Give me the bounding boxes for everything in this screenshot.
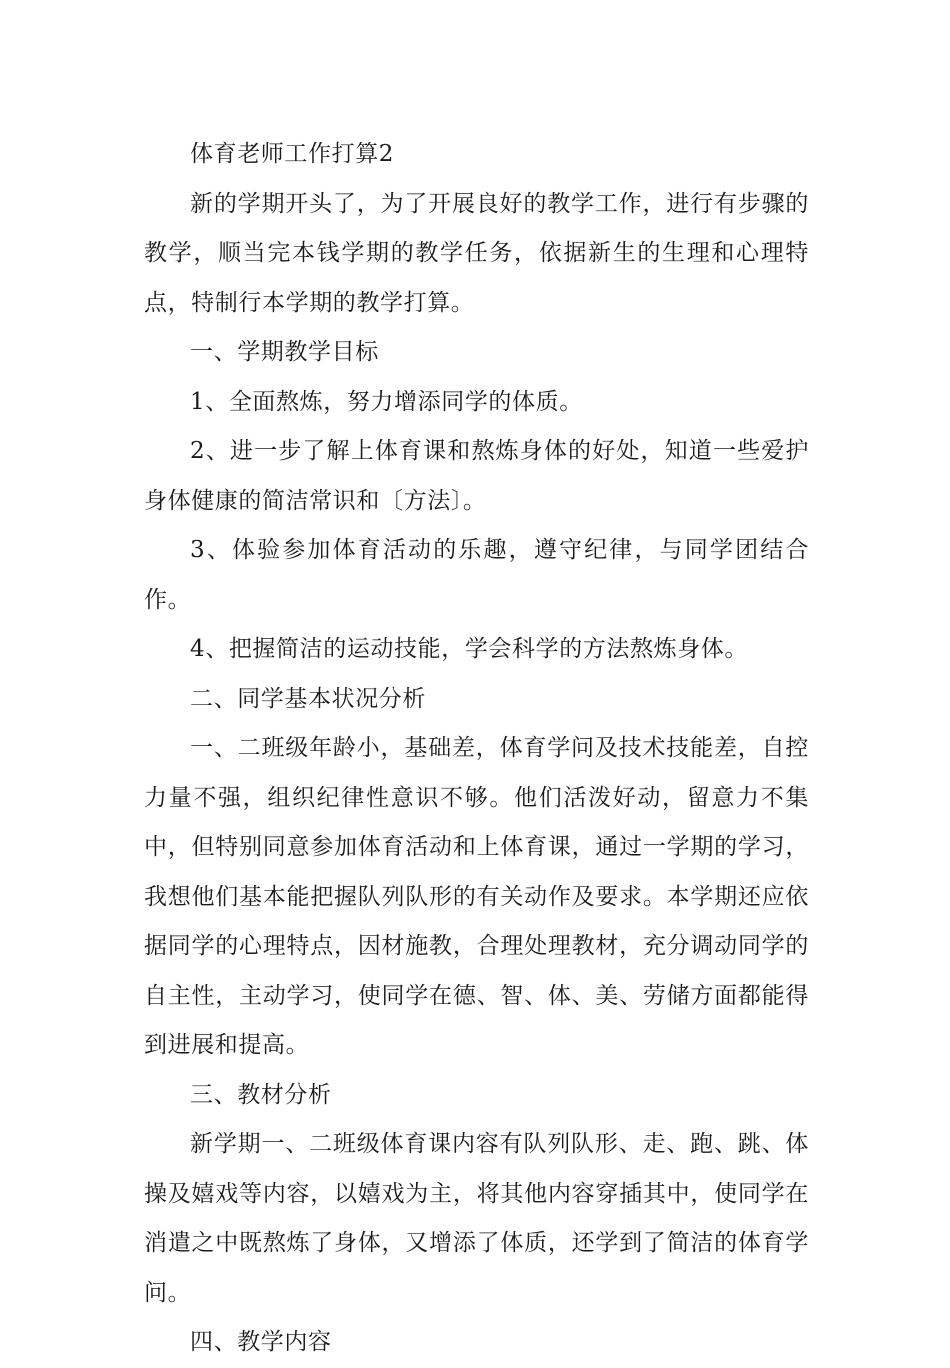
heading-student-analysis: 二、同学基本状况分析 xyxy=(190,685,426,712)
heading-teaching-content: 四、教学内容 xyxy=(190,1329,332,1355)
heading-material-analysis: 三、教材分析 xyxy=(190,1081,332,1108)
goal-item-2: 2、进一步了解上体育课和熬炼身体的好处，知道一些爱护身体健康的简洁常识和〔方法〕。 xyxy=(144,438,809,514)
paragraph-material-analysis: 新学期一、二班级体育课内容有队列队形、走、跑、跳、体操及嬉戏等内容，以嬉戏为主，将其他内容穿插其中，使同学在消遣之中既熬炼了身体，又增添了体质，还学到了简洁的体育学问。 xyxy=(144,1131,809,1306)
heading-teaching-goals: 一、学期教学目标 xyxy=(190,339,379,365)
document-body xyxy=(144,130,809,1368)
paragraph-intro: 新的学期开头了，为了开展良好的教学工作，进行有步骤的教学，顺当完本钱学期的教学任务，依据新生的生理和心理特点，特制行本学期的教学打算。 xyxy=(144,190,809,316)
goal-item-4: 4、把握简洁的运动技能，学会科学的方法熬炼身体。 xyxy=(190,636,749,662)
goal-item-3: 3、体验参加体育活动的乐趣，遵守纪律，与同学团结合作。 xyxy=(144,537,809,613)
goal-item-1: 1、全面熬炼，努力增添同学的体质。 xyxy=(190,388,583,415)
paragraph-student-analysis: 一、二班级年龄小，基础差，体育学问及技术技能差，自控力量不强，组织纪律性意识不够。他们活泼好动，留意力不集中，但特别同意参加体育活动和上体育课，通过一学期的学习，我想他们基本能把握队列队形的有关动作及要求。本学期还应依据同学的心理特点，因材施教，合理处理教材，充分调动同学的自主性，主动学习，使同学在德、智、体、美、劳储方面都能得到进展和提高。 xyxy=(144,735,809,1058)
document-title: 体育老师工作打算2 xyxy=(190,141,395,167)
